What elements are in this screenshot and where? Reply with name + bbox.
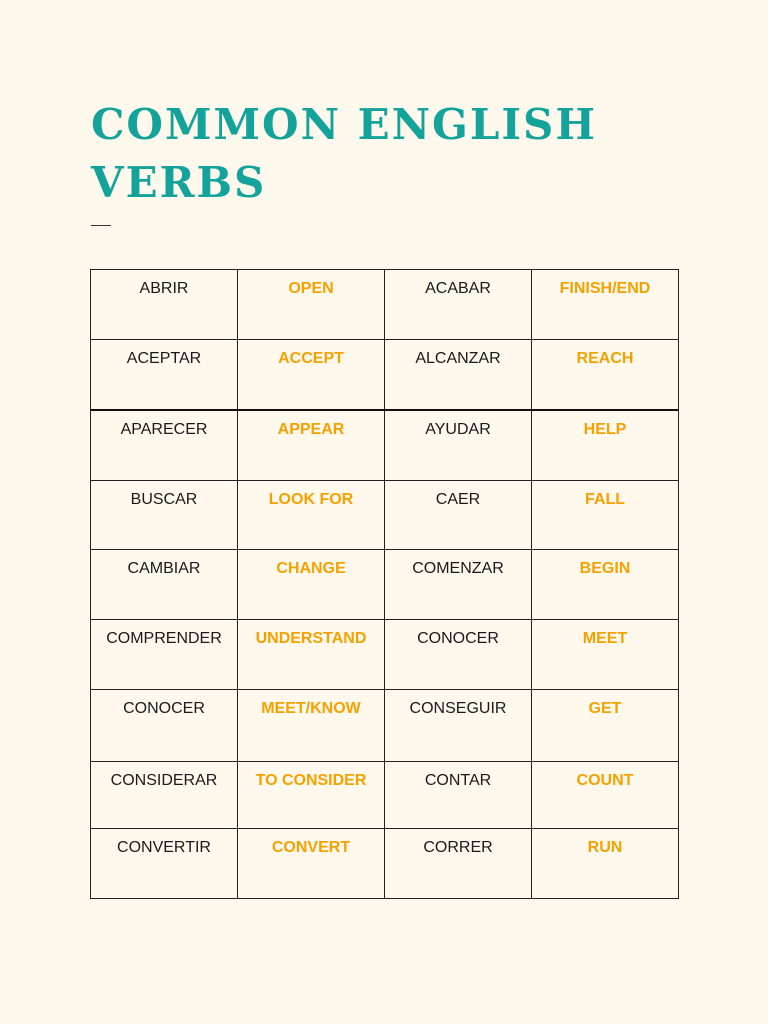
english-verb: APPEAR [238,410,385,481]
spanish-verb: CONSIDERAR [91,762,238,829]
title-divider [91,225,111,226]
spanish-verb: COMENZAR [385,550,532,620]
spanish-verb: CAMBIAR [91,550,238,620]
table-row [91,690,679,762]
page-title [91,96,691,212]
english-verb: FINISH/END [532,270,679,340]
page-title-line-1: COMMON ENGLISH [91,100,598,149]
spanish-verb: AYUDAR [385,410,532,481]
english-verb: CONVERT [238,829,385,899]
table-row [91,481,679,550]
spanish-verb: CORRER [385,829,532,899]
english-verb: CHANGE [238,550,385,620]
english-verb: MEET [532,620,679,690]
english-verb: OPEN [238,270,385,340]
spanish-verb: ABRIR [91,270,238,340]
english-verb: BEGIN [532,550,679,620]
english-verb: ACCEPT [238,340,385,410]
english-verb: MEET/KNOW [238,690,385,762]
spanish-verb: CONSEGUIR [385,690,532,762]
table-row [91,410,679,481]
english-verb: REACH [532,340,679,410]
english-verb: GET [532,690,679,762]
spanish-verb: CAER [385,481,532,550]
spanish-verb: CONVERTIR [91,829,238,899]
spanish-verb: COMPRENDER [91,620,238,690]
english-verb: UNDERSTAND [238,620,385,690]
verbs-table [90,269,679,899]
english-verb: RUN [532,829,679,899]
english-verb: TO CONSIDER [238,762,385,829]
spanish-verb: CONTAR [385,762,532,829]
table-row [91,762,679,829]
spanish-verb: APARECER [91,410,238,481]
spanish-verb: ACABAR [385,270,532,340]
table-row [91,340,679,410]
english-verb: HELP [532,410,679,481]
table-row [91,270,679,340]
page-title-line-2: VERBS [91,158,267,207]
english-verb: LOOK FOR [238,481,385,550]
table-row [91,620,679,690]
spanish-verb: ACEPTAR [91,340,238,410]
spanish-verb: CONOCER [91,690,238,762]
spanish-verb: ALCANZAR [385,340,532,410]
table-row [91,829,679,899]
spanish-verb: CONOCER [385,620,532,690]
english-verb: FALL [532,481,679,550]
english-verb: COUNT [532,762,679,829]
spanish-verb: BUSCAR [91,481,238,550]
table-row [91,550,679,620]
